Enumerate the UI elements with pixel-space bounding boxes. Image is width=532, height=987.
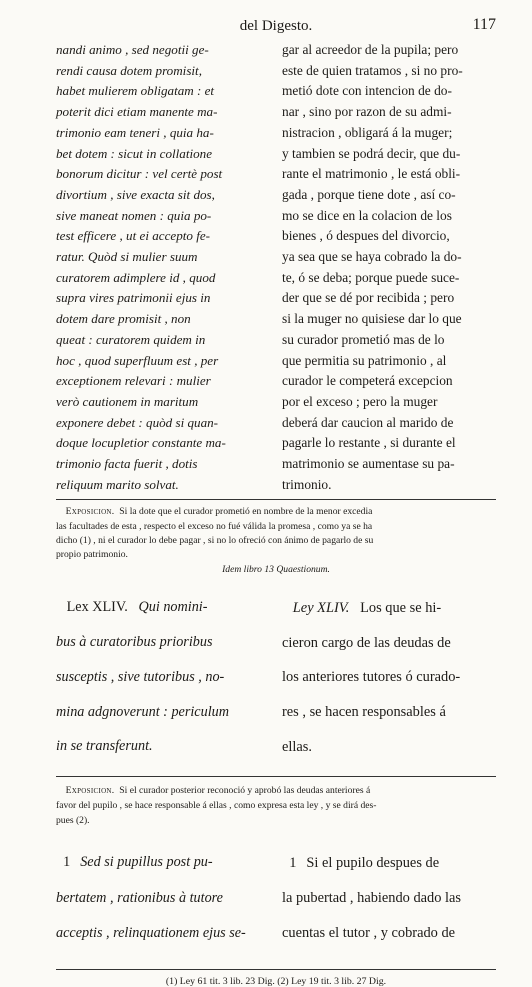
exposition-text: Si la dote que el curador prometió en nombre de la menor excedia — [119, 506, 373, 518]
spanish-column-1 — [282, 40, 496, 495]
latin-line: susceptis , sive tutoribus , no- — [56, 668, 225, 685]
latin-line: trimonio facta fuerit , dotis — [56, 456, 198, 472]
running-title: del Digesto. — [239, 18, 313, 34]
latin-line: verò cautionem in maritum — [56, 393, 199, 409]
latin-line: test efficere , ut ei accepto fe- — [56, 228, 211, 244]
spanish-line: bienes , ó despues del divorcio, — [282, 228, 450, 244]
latin-line: habet mulierem obligatam : et — [56, 83, 215, 99]
exposition-line — [56, 505, 496, 519]
spanish-line: te, ó se deba; porque puede suce- — [282, 269, 460, 285]
latin-line: in se transferunt. — [56, 738, 153, 755]
footnote: (1) Ley 61 tit. 3 lib. 23 Dig. (2) Ley 19 tit. 3 lib. 27 Dig. — [165, 975, 387, 987]
latin-line: doque locupletior constante ma- — [56, 435, 226, 451]
paragraph-number: 1 — [289, 854, 297, 871]
source-citation-text: Idem libro 13 Quaestionum. — [222, 564, 330, 576]
latin-text: Qui nomini- — [138, 599, 208, 616]
paragraph-number: 1 — [63, 854, 71, 871]
latin-line: trimonio eam teneri , quia ha- — [56, 124, 214, 140]
spanish-line: res , se hacen responsables á — [282, 704, 446, 721]
exposition-line: favor del pupilo , se hace responsable á ellas , como expresa esta ley , y se dirá des- — [56, 800, 377, 812]
section-divider — [56, 499, 496, 500]
footnote-divider — [56, 969, 496, 970]
source-citation — [56, 564, 496, 575]
latin-text: Sed si pupillus post pu- — [80, 854, 213, 871]
spanish-text: Los que se hi- — [360, 599, 442, 616]
latin-line: exceptionem relevari : mulier — [56, 373, 211, 389]
spanish-line: los anteriores tutores ó curado- — [282, 669, 461, 686]
spanish-line: metió dote con intencion de do- — [282, 83, 452, 99]
section-2 — [56, 583, 496, 772]
latin-line — [56, 597, 270, 618]
exposition-line: dicho (1) , ni el curador lo debe pagar , si no lo ofreció con ánimo de pagarlo de su — [56, 534, 374, 546]
spanish-line: ellas. — [282, 739, 312, 756]
spanish-line: este de quien tratamos , si no pro- — [282, 62, 463, 78]
section-1 — [56, 40, 496, 495]
latin-line: nandi animo , sed negotii ge- — [56, 42, 209, 57]
section-3 — [56, 838, 496, 959]
spanish-column-2 — [282, 583, 496, 772]
latin-line: supra vires patrimonii ejus in — [56, 290, 211, 306]
spanish-line: deberá dar caucion al marido de — [282, 414, 454, 430]
latin-line — [56, 852, 270, 873]
exposition-label: Exposicion. — [65, 506, 115, 518]
spanish-line: nar , sino por razon de su admi- — [282, 104, 452, 120]
exposition-text: Si el curador posterior reconoció y aprobó las deudas anteriores á — [119, 785, 371, 797]
latin-line: bertatem , rationibus à tutore — [56, 889, 223, 906]
exposition-2 — [56, 783, 496, 828]
spanish-line: matrimonio se aumentase su pa- — [282, 456, 455, 472]
latin-line: ratur. Quòd si mulier suum — [56, 249, 198, 265]
latin-column-2 — [56, 583, 270, 772]
page-number: 117 — [472, 16, 496, 33]
latin-line: bonorum dicitur : vel certè post — [56, 166, 223, 182]
latin-line: exponere debet : quòd si quan- — [56, 414, 219, 430]
latin-line: queat : curatorem quidem in — [56, 331, 206, 347]
spanish-line: gar al acreedor de la pupila; pero — [282, 42, 459, 57]
exposition-line: las facultades de esta , respecto el exceso no fué válida la promesa , como ya se ha — [56, 520, 373, 532]
spanish-line: cuentas el tutor , y cobrado de — [282, 925, 456, 942]
exposition-line: pues (2). — [56, 815, 90, 827]
latin-line: acceptis , relinquationem ejus se- — [56, 924, 246, 941]
latin-line: reliquum marito solvat. — [56, 476, 179, 492]
latin-line: bet dotem : sicut in collatione — [56, 145, 212, 161]
spanish-line: la pubertad , habiendo dado las — [282, 889, 462, 906]
ley-heading: Ley XLIV. — [292, 599, 350, 616]
spanish-line: por el exceso ; pero la muger — [282, 393, 438, 409]
spanish-line — [282, 598, 496, 619]
lex-heading: Lex XLIV. — [66, 599, 128, 616]
spanish-line: curador le competerá excepcion — [282, 373, 453, 389]
spanish-line: gada , porque tiene dote , así co- — [282, 186, 456, 202]
section-divider — [56, 776, 496, 777]
spanish-line: pagarle lo restante , si durante el — [282, 435, 456, 451]
running-header — [56, 14, 496, 40]
latin-line: curatorem adimplere id , quod — [56, 269, 216, 285]
spanish-line: rante el matrimonio , le está obli- — [282, 166, 461, 182]
spanish-line: cieron cargo de las deudas de — [282, 634, 451, 651]
spanish-line: su curador prometió mas de lo — [282, 331, 445, 347]
latin-line: poterit dici etiam manente ma- — [56, 104, 218, 120]
exposition-label: Exposicion. — [65, 785, 115, 797]
spanish-line: si la muger no quisiese dar lo que — [282, 311, 462, 327]
spanish-line: trimonio. — [282, 476, 332, 492]
spanish-line: que permitia su patrimonio , al — [282, 352, 447, 368]
book-page — [56, 14, 496, 987]
latin-column-3 — [56, 838, 270, 959]
latin-line: divortium , sive exacta sit dos, — [56, 186, 215, 202]
latin-line: dotem dare promisit , non — [56, 311, 191, 327]
latin-line: sive maneat nomen : quia po- — [56, 207, 212, 223]
exposition-line — [56, 783, 496, 798]
exposition-1 — [56, 505, 496, 562]
spanish-column-3 — [282, 838, 496, 959]
spanish-line: mo se dice en la colacion de los — [282, 207, 452, 223]
spanish-line — [282, 853, 496, 874]
spanish-line: der que se dé por recibida ; pero — [282, 290, 455, 306]
spanish-line: y tambien se podrá decir, que du- — [282, 145, 461, 161]
latin-line: mina adgnoverunt : periculum — [56, 703, 229, 720]
spanish-line: ya sea que se haya cobrado la do- — [282, 249, 462, 265]
latin-line: bus à curatoribus prioribus — [56, 634, 213, 651]
latin-line: hoc , quod superfluum est , per — [56, 352, 219, 368]
exposition-line: propio patrimonio. — [56, 549, 128, 561]
latin-column-1 — [56, 40, 270, 495]
spanish-text: Si el pupilo despues de — [306, 854, 440, 871]
latin-line: rendi causa dotem promisit, — [56, 62, 202, 78]
spanish-line: nistracion , obligará á la muger; — [282, 124, 453, 140]
